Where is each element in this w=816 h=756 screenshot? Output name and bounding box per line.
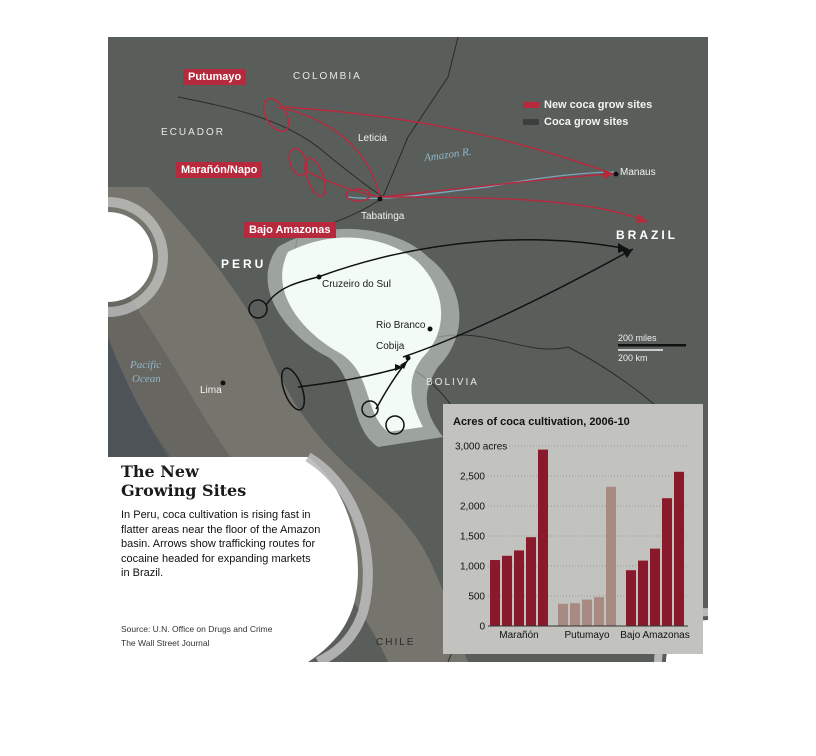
legend-new-swatch: [523, 102, 539, 108]
bar: [490, 560, 500, 626]
grow-site-peru-1: [249, 300, 267, 318]
label-ecuador: ECUADOR: [161, 127, 226, 138]
bar: [570, 603, 580, 626]
bar: [626, 570, 636, 626]
y-tick-label: 3,000 acres: [455, 441, 508, 453]
grow-site-maranon-2: [301, 155, 330, 198]
label-manaus: Manaus: [620, 167, 656, 178]
bar: [538, 450, 548, 626]
legend-sites: [523, 116, 628, 128]
bar: [662, 498, 672, 626]
title-line-1: The New: [121, 462, 199, 481]
label-cruzeiro: Cruzeiro do Sul: [322, 279, 391, 290]
scale-km: 200 km: [618, 353, 648, 363]
bar: [638, 561, 648, 626]
label-pacific: Pacific: [130, 359, 162, 371]
bar: [582, 600, 592, 626]
label-amazon-river: Amazon R.: [423, 145, 473, 165]
scale-miles: 200 miles: [618, 333, 657, 343]
article-title: [121, 462, 321, 500]
y-tick-label: 0: [479, 621, 485, 633]
bar: [502, 556, 512, 626]
chart-title: Acres of coca cultivation, 2006-10: [453, 416, 630, 428]
tag-putumayo: Putumayo: [183, 69, 246, 85]
label-chile: CHILE: [376, 637, 416, 648]
grow-site-maranon-1: [286, 146, 311, 178]
y-tick-label: 1,000: [459, 561, 485, 573]
publisher-credit: The Wall Street Journal: [121, 638, 210, 648]
label-bolivia: BOLIVIA: [426, 377, 479, 388]
label-tabatinga: Tabatinga: [361, 211, 405, 222]
x-group-label: Marañón: [499, 630, 539, 641]
label-ocean: Ocean: [132, 373, 161, 385]
y-tick-label: 2,500: [459, 471, 485, 483]
x-group-label: Putumayo: [564, 630, 610, 641]
chart-svg: [443, 404, 703, 654]
label-rio-branco: Rio Branco: [376, 320, 426, 331]
label-lima: Lima: [200, 385, 222, 396]
bar: [558, 604, 568, 626]
x-group-label: Bajo Amazonas: [620, 630, 690, 641]
label-peru: PERU: [221, 257, 267, 271]
label-cobija: Cobija: [376, 341, 405, 352]
bar: [526, 537, 536, 626]
label-colombia: COLOMBIA: [293, 71, 362, 82]
bar: [650, 549, 660, 626]
y-tick-label: 2,000: [459, 501, 485, 513]
title-line-2: Growing Sites: [121, 481, 247, 500]
article-description: In Peru, coca cultivation is rising fast in flatter areas near the floor of the Amazon basin. Arrows show trafficking routes for cocaine headed for expanding markets in Brazil.: [121, 509, 321, 579]
grow-site-tabatinga: [346, 189, 370, 201]
y-tick-label: 1,500: [459, 531, 485, 543]
coca-chart: [443, 404, 703, 654]
bar: [606, 487, 616, 626]
y-tick-label: 500: [468, 591, 485, 603]
legend-new-label: New coca grow sites: [544, 99, 653, 111]
scale-bar-km: [618, 349, 663, 351]
amazon-river: [348, 172, 618, 198]
scale-bar-miles: [618, 344, 686, 347]
label-leticia: Leticia: [358, 133, 387, 144]
bar: [674, 472, 684, 626]
tag-maranon-napo: Marañón/Napo: [176, 162, 262, 178]
bar: [514, 550, 524, 626]
label-brazil: BRAZIL: [616, 228, 678, 242]
source-credit: Source: U.N. Office on Drugs and Crime: [121, 624, 273, 634]
legend-sites-swatch: [523, 119, 539, 125]
legend-new-sites: [523, 99, 652, 111]
tag-bajo-amazonas: Bajo Amazonas: [244, 222, 336, 238]
bar: [594, 597, 604, 626]
legend-sites-label: Coca grow sites: [544, 116, 629, 128]
